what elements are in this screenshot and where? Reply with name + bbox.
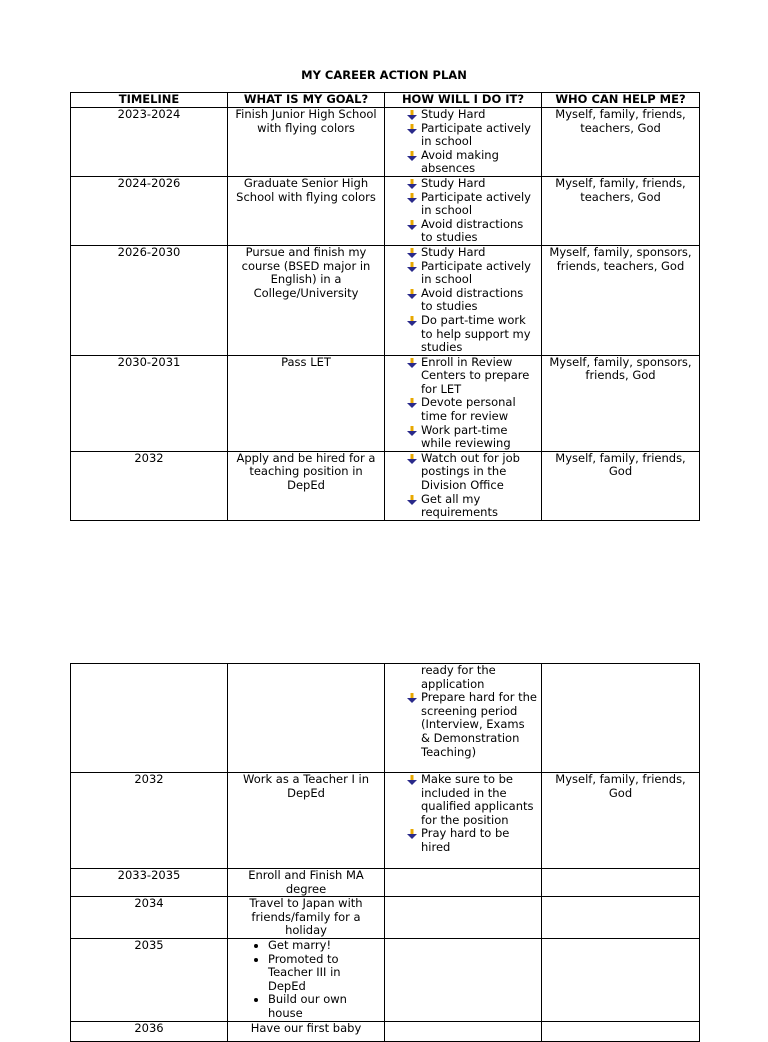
how-cell	[385, 1021, 542, 1041]
list-item: Enroll in Review Centers to prepare for LET	[405, 356, 537, 397]
list-item: Devote personal time for review	[405, 396, 537, 423]
list-item: Study Hard	[405, 246, 537, 260]
arrow-bullet-icon	[407, 262, 417, 272]
list-item: Avoid making absences	[405, 149, 537, 176]
list-item: Avoid distractions to studies	[405, 287, 537, 314]
arrow-bullet-icon	[407, 316, 417, 326]
arrow-bullet-icon	[407, 398, 417, 408]
page-title: MY CAREER ACTION PLAN	[301, 68, 467, 82]
who-cell: Myself, family, sponsors, friends, God	[542, 355, 700, 451]
who-cell	[542, 938, 700, 1021]
how-cell	[385, 108, 542, 177]
who-cell: Myself, family, friends, God	[542, 773, 700, 869]
table-row	[71, 355, 700, 451]
who-cell: Myself, family, friends, teachers, God	[542, 176, 700, 245]
table-row	[71, 897, 700, 939]
timeline-cell: 2036	[71, 1021, 228, 1041]
list-item: Work part-time while reviewing	[405, 424, 537, 451]
arrow-bullet-icon	[407, 179, 417, 189]
list-item: Pray hard to be hired	[405, 827, 537, 854]
goal-cell: Pursue and finish my course (BSED major in English) in a College/University	[228, 245, 385, 355]
timeline-cell: 2023-2024	[71, 108, 228, 177]
list-item: Get all my requirements	[405, 493, 537, 520]
goal-cell: Have our first baby	[228, 1021, 385, 1041]
how-cell	[385, 176, 542, 245]
goal-cell: Work as a Teacher I in DepEd	[228, 773, 385, 869]
who-cell	[542, 897, 700, 939]
goal-cell: Pass LET	[228, 355, 385, 451]
list-item: Watch out for job postings in the Division Office	[405, 452, 537, 493]
list-item: Study Hard	[405, 108, 537, 122]
how-cell	[385, 869, 542, 897]
arrow-bullet-icon	[407, 110, 417, 120]
arrow-bullet-icon	[407, 693, 417, 703]
timeline-cell: 2033-2035	[71, 869, 228, 897]
timeline-cell: 2034	[71, 897, 228, 939]
arrow-bullet-icon	[407, 193, 417, 203]
continued-text: ready for the application	[421, 663, 496, 691]
table-row	[71, 869, 700, 897]
arrow-bullet-icon	[407, 124, 417, 134]
col-header-goal: WHAT IS MY GOAL?	[228, 93, 385, 108]
table-row	[71, 1021, 700, 1041]
list-item: Do part-time work to help support my studies	[405, 314, 537, 355]
list-item: Study Hard	[405, 177, 537, 191]
header-row	[71, 93, 700, 108]
how-cell	[385, 773, 542, 869]
list-item: • Build our own house	[268, 993, 382, 1020]
arrow-bullet-icon	[407, 358, 417, 368]
arrow-bullet-icon	[407, 426, 417, 436]
col-header-timeline: TIMELINE	[71, 93, 228, 108]
goal-cell: Travel to Japan with friends/family for a holiday	[228, 897, 385, 939]
how-cell	[385, 938, 542, 1021]
goal-cell	[228, 938, 385, 1021]
timeline-cell: 2035	[71, 938, 228, 1021]
list-item: Participate actively in school	[405, 191, 537, 218]
table-row	[71, 938, 700, 1021]
timeline-cell: 2024-2026	[71, 176, 228, 245]
how-cell	[385, 245, 542, 355]
who-cell: Myself, family, friends, teachers, God	[542, 108, 700, 177]
career-plan-table	[70, 92, 700, 521]
table-row	[71, 108, 700, 177]
who-cell	[542, 664, 700, 773]
how-cell	[385, 355, 542, 451]
table-row	[71, 664, 700, 773]
table-row	[71, 773, 700, 869]
who-cell	[542, 869, 700, 897]
col-header-how: HOW WILL I DO IT?	[385, 93, 542, 108]
list-item: • Promoted to Teacher III in DepEd	[268, 953, 382, 994]
arrow-bullet-icon	[407, 454, 417, 464]
who-cell: Myself, family, friends, God	[542, 451, 700, 520]
goal-cell: Graduate Senior High School with flying colors	[228, 176, 385, 245]
how-cell	[385, 664, 542, 773]
career-plan-table-continued	[70, 663, 700, 1042]
who-cell	[542, 1021, 700, 1041]
how-cell	[385, 897, 542, 939]
list-item: Participate actively in school	[405, 122, 537, 149]
col-header-who: WHO CAN HELP ME?	[542, 93, 700, 108]
list-item: Make sure to be included in the qualified applicants for the position	[405, 773, 537, 827]
arrow-bullet-icon	[407, 775, 417, 785]
goal-cell: Enroll and Finish MA degree	[228, 869, 385, 897]
timeline-cell: 2032	[71, 451, 228, 520]
goal-cell: Finish Junior High School with flying colors	[228, 108, 385, 177]
table-row	[71, 176, 700, 245]
goal-cell: Apply and be hired for a teaching position in DepEd	[228, 451, 385, 520]
arrow-bullet-icon	[407, 151, 417, 161]
arrow-bullet-icon	[407, 248, 417, 258]
timeline-cell: 2026-2030	[71, 245, 228, 355]
list-item: Avoid distractions to studies	[405, 218, 537, 245]
who-cell: Myself, family, sponsors, friends, teachers, God	[542, 245, 700, 355]
timeline-cell: 2030-2031	[71, 355, 228, 451]
table-row	[71, 451, 700, 520]
arrow-bullet-icon	[407, 289, 417, 299]
arrow-bullet-icon	[407, 829, 417, 839]
goal-cell	[228, 664, 385, 773]
arrow-bullet-icon	[407, 220, 417, 230]
list-item: Participate actively in school	[405, 260, 537, 287]
list-item: Prepare hard for the screening period (Interview, Exams & Demonstration Teaching)	[405, 691, 537, 759]
list-item: • Get marry!	[268, 939, 382, 953]
table-row	[71, 245, 700, 355]
timeline-cell	[71, 664, 228, 773]
arrow-bullet-icon	[407, 495, 417, 505]
timeline-cell: 2032	[71, 773, 228, 869]
how-cell	[385, 451, 542, 520]
